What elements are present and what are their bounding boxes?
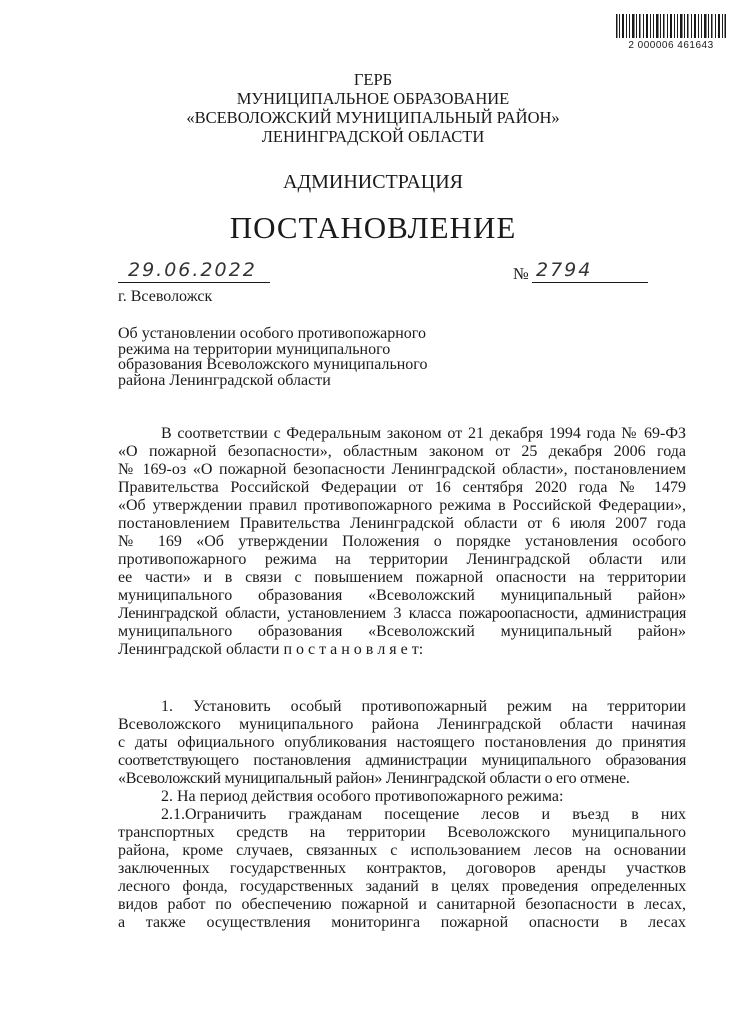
body-line: № 169 «Об утверждении Положения о порядке установления особого <box>118 533 686 550</box>
body-line: транспортных средств на территории Всеволожского муниципального <box>118 824 686 841</box>
body-line: Ленинградской области, установлением 3 класса пожароопасности, администрация <box>118 605 686 622</box>
subject-line: образования Всеволожского муниципального <box>118 356 428 373</box>
subject-line: района Ленинградской области <box>118 371 331 389</box>
body-line: соответствующего постановления администрации муниципального образования <box>118 752 686 769</box>
number-field <box>532 258 648 283</box>
document-title: ПОСТАНОВЛЕНИЕ <box>229 210 517 245</box>
body-line: 2.1.Ограничить гражданам посещение лесов и въезд в них <box>161 806 686 823</box>
body-line: заключенных государственных контрактов, договоров аренды участков <box>118 860 686 877</box>
body-line: муниципального образования «Всеволожский муниципальный район» <box>118 587 686 604</box>
body-line: муниципального образования «Всеволожский муниципальный район» <box>118 623 686 640</box>
body-line: противопожарного режима на территории Ленинградской области или <box>118 551 686 568</box>
city-label: г. Всеволожск <box>118 288 213 305</box>
body-line: а также осуществления мониторинга пожарной опасности в лесах <box>118 914 686 931</box>
body-line: 1. Установить особый противопожарный режим на территории <box>161 698 686 715</box>
handwritten-date: 29.06.2022 <box>128 259 257 281</box>
body-line: № 169-оз «О пожарной безопасности Ленинградской области», постановлением <box>118 461 686 478</box>
authority-heading: АДМИНИСТРАЦИЯ <box>283 171 463 193</box>
number-label: № <box>513 264 529 283</box>
body-line: «Об утверждении правил противопожарного режима в Российской Федерации», <box>118 497 686 514</box>
body-line: «О пожарной безопасности», областным законом от 25 декабря 2006 года <box>118 443 686 460</box>
body-line: «Всеволожский муниципальный район» Ленинградской области о его отмене. <box>118 770 630 787</box>
body-line: лесного фонда, государственных заданий в целях проведения определенных <box>118 878 686 895</box>
emblem-label: ГЕРБ <box>353 70 393 89</box>
municipality-name: МУНИЦИПАЛЬНОЕ ОБРАЗОВАНИЕ <box>236 89 510 108</box>
subject-line: Об установлении особого противопожарного <box>118 325 426 342</box>
body-line: Всеволожского муниципального района Ленинградской области начиная <box>118 716 686 733</box>
handwritten-number: 2794 <box>536 259 593 281</box>
barcode-number: 2 000006 461643 <box>628 40 714 51</box>
subject-line: режима на территории муниципального <box>118 340 391 358</box>
region-name: ЛЕНИНГРАДСКОЙ ОБЛАСТИ <box>261 127 485 146</box>
barcode <box>616 14 726 38</box>
body-line: постановлением Правительства Ленинградской области от 6 июля 2007 года <box>118 515 686 532</box>
body-line: 2. На период действия особого противопожарного режима: <box>161 788 564 805</box>
body-line: видов работ по обеспечению пожарной и санитарной безопасности в лесах, <box>118 896 686 913</box>
body-line: Правительства Российской Федерации от 16 сентября 2020 года № 1479 <box>118 479 686 496</box>
body-line: с даты официального опубликования настоящего постановления до принятия <box>118 734 686 751</box>
body-line: В соответствии с Федеральным законом от 21 декабря 1994 года № 69-ФЗ <box>161 425 686 442</box>
document-subject <box>118 326 427 388</box>
date-field <box>118 258 270 283</box>
district-name: «ВСЕВОЛОЖСКИЙ МУНИЦИПАЛЬНЫЙ РАЙОН» <box>186 108 560 127</box>
body-line: ее части» и в связи с повышением пожарной опасности на территории <box>118 569 686 586</box>
body-line: Ленинградской области п о с т а н о в л я е т: <box>118 641 424 658</box>
body-line: района, кроме случаев, связанных с использованием лесов на основании <box>118 842 686 859</box>
